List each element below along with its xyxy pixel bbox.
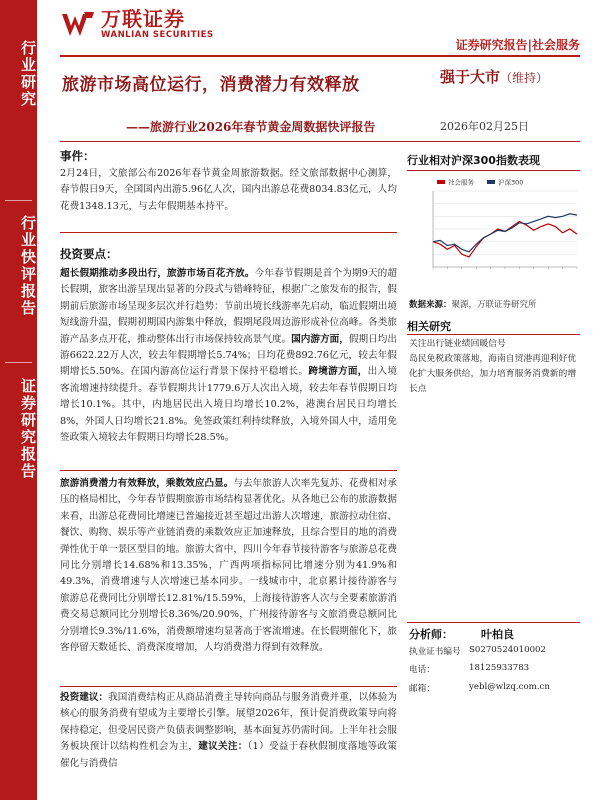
sidebar-label-quick-review: 行业快评报告 [19,215,37,317]
p1-bold-lead: 超长假期推动多段出行，旅游市场百花齐放。 [60,268,255,279]
brand-logo [60,8,214,40]
analyst-name: 叶柏良 [481,628,514,641]
sidebar [0,0,37,800]
investment-heading: 投资要点： [60,247,118,261]
p3-bold-suggest: 建议关注： [198,741,248,753]
event-section [60,148,397,215]
legend-label: 沪深300 [498,178,524,187]
document-type: 证券研究报告|社会服务 [455,38,580,52]
info-key: 邮箱： [409,684,435,694]
event-heading: 事件： [60,149,95,163]
report-title: 旅游市场高位运行，消费潜力有效释放 [62,75,360,95]
related-item[interactable]: 岛民免税政策落地，海南自贸港再迎利好优化扩大服务供给，加力培育服务消费新的增长点 [409,354,577,394]
p1-bold-domestic: 国内游方面， [291,333,349,345]
p3-text-suggest: （1）受益于春秋假制度落地等政策催化与消费信 [60,741,398,769]
report-date: 2026年02月25日 [440,120,529,133]
analyst-divider [407,622,580,623]
p1-text: 今年春节假期是首个为期9天的超长假期，旅客出游呈现出显著的分段式与错峰特征，根据广之旅发布的报告，假期前后旅游市场呈现多层次并行趋势：节前出境长线游率先启动，临近假期出境短线游升温，假期初期国内游集中释放，假期尾段周边游形成补位高峰。各类旅游产品多点开花，推动整体出行市场保持较高景气度。 [60,268,398,345]
series-line-0 [433,221,577,257]
sidebar-divider [5,362,32,363]
performance-chart [407,175,580,295]
related-research-title: 相关研究 [407,320,451,333]
brand-name-cn: 万联证券 [101,7,185,31]
analyst-block [409,626,514,642]
investment-paragraph-2 [60,476,397,656]
p3-bold-lead: 投资建议： [60,692,109,703]
info-key: 电话： [409,665,435,675]
brand-name-en: WANLIAN SECURITIES [101,30,214,40]
title-divider [60,141,580,142]
wanlian-logo-icon [60,8,96,40]
investment-paragraph-3 [60,690,397,772]
info-value: S0270524010002 [469,645,546,655]
p1-text-domestic: 假期日均出游6622.22万人次，较去年假期增长5.74%；日均花费892.76亿元，较去年假期增长5.50%。在国内游高位运行背景下保持平稳增长。 [60,333,398,378]
rating-note: （维持） [500,71,549,85]
p3-text: 我国消费结构正从商品消费主导转向商品与服务消费并重，以体验为核心的服务消费有望成为主要增长引擎。展望2026年，预计促消费政策导向将保持稳定，但受居民资产负债表调整影响，基本面复苏仍需时间。上半年社会服务板块预计以结构性机会为主， [60,692,398,753]
p1-text-crossborder: 出入境客流增速持续提升。春节假期共计1779.6万人次出入境，较去年春节假期日均增长10.1%。其中，内地居民出入境日均增长10.2%，港澳台居民日均增长8%，外国人日均增长21.8%。免签政策红利持续释放，入境外国人中，适用免签政策入境较去年假期日均增长28.5%。 [60,366,398,444]
sidebar-label-securities-research: 证券研究报告 [19,378,37,480]
p2-bold-lead: 旅游消费潜力有效释放，乘数效应凸显。 [60,478,234,489]
rating-block [440,66,548,87]
chart-source [409,298,537,310]
legend-swatch [437,180,445,184]
chart-title: 行业相对沪深300指数表现 [407,154,540,167]
source-text: 聚源，万联证券研究所 [451,300,537,310]
sidebar-divider [5,200,32,201]
analyst-license-row [409,645,580,657]
analyst-phone-row [409,663,580,675]
rating-value: 强于大市 [440,68,501,86]
header-divider [60,55,580,57]
p2-text: 与去年旅游人次率先复苏、花费相对承压的格局相比，今年春节假期旅游市场结构显著优化。从各地已公布的旅游数据来看，出游总花费同比增速已普遍接近甚至超过出游人次增速，旅游拉动住宿、餐饮、购物、娱乐等产业链消费的乘数效应正加速释放，且综合型目的地的消费弹性优于单一景区型目的地。旅游大省中，四川今年春节接待游客与旅游总花费同比分别增长14.68%和13.35%，广西两项指标同比增速分别为41.9%和49.3%，消费增速与人次增速已基本同步。一线城市中，北京累计接待游客与旅游总花费同比分别增长12.81%/15.59%，上海接待游客人次与全要素旅游消费交易总额同比分别增长8.36%/20.90%，广州接待游客与文旅消费总额同比分别增长9.3%/11.6%，消费额增速均显著高于客流增速。在长假期催化下，旅客停留天数延长、消费深度增加，人均消费潜力得到有效释放。 [60,478,398,654]
related-divider [407,334,580,335]
investment-paragraph-1 [60,266,397,446]
legend-swatch [487,180,495,184]
p1-bold-crossborder: 跨境游方面， [308,366,368,378]
related-item[interactable]: 关注出行链业绩回暖信号 [409,339,506,349]
analyst-email-row [409,682,580,694]
section-divider [60,686,397,687]
source-label: 数据来源： [409,300,452,310]
section-divider [60,470,397,471]
info-value: 18125933783 [469,663,530,673]
sidebar-label-industry-research: 行业研究 [19,40,37,108]
analyst-label: 分析师： [409,628,453,641]
legend-label: 社会服务 [448,178,474,187]
event-text: 2月24日，文旅部公布2026年春节黄金周旅游数据。经文旅部数据中心测算，春节假日9天，全国国内出游5.96亿人次，国内出游总花费8034.83亿元，人均花费1348.13元，与去年假期基本持平。 [60,168,397,212]
section-divider [60,232,397,233]
chart-divider [407,170,580,171]
info-key: 执业证书编号 [409,647,461,657]
report-subtitle: ——旅游行业2026年春节黄金周数据快评报告 [126,120,376,134]
info-value[interactable]: yebl@wlzq.com.cn [469,682,550,692]
